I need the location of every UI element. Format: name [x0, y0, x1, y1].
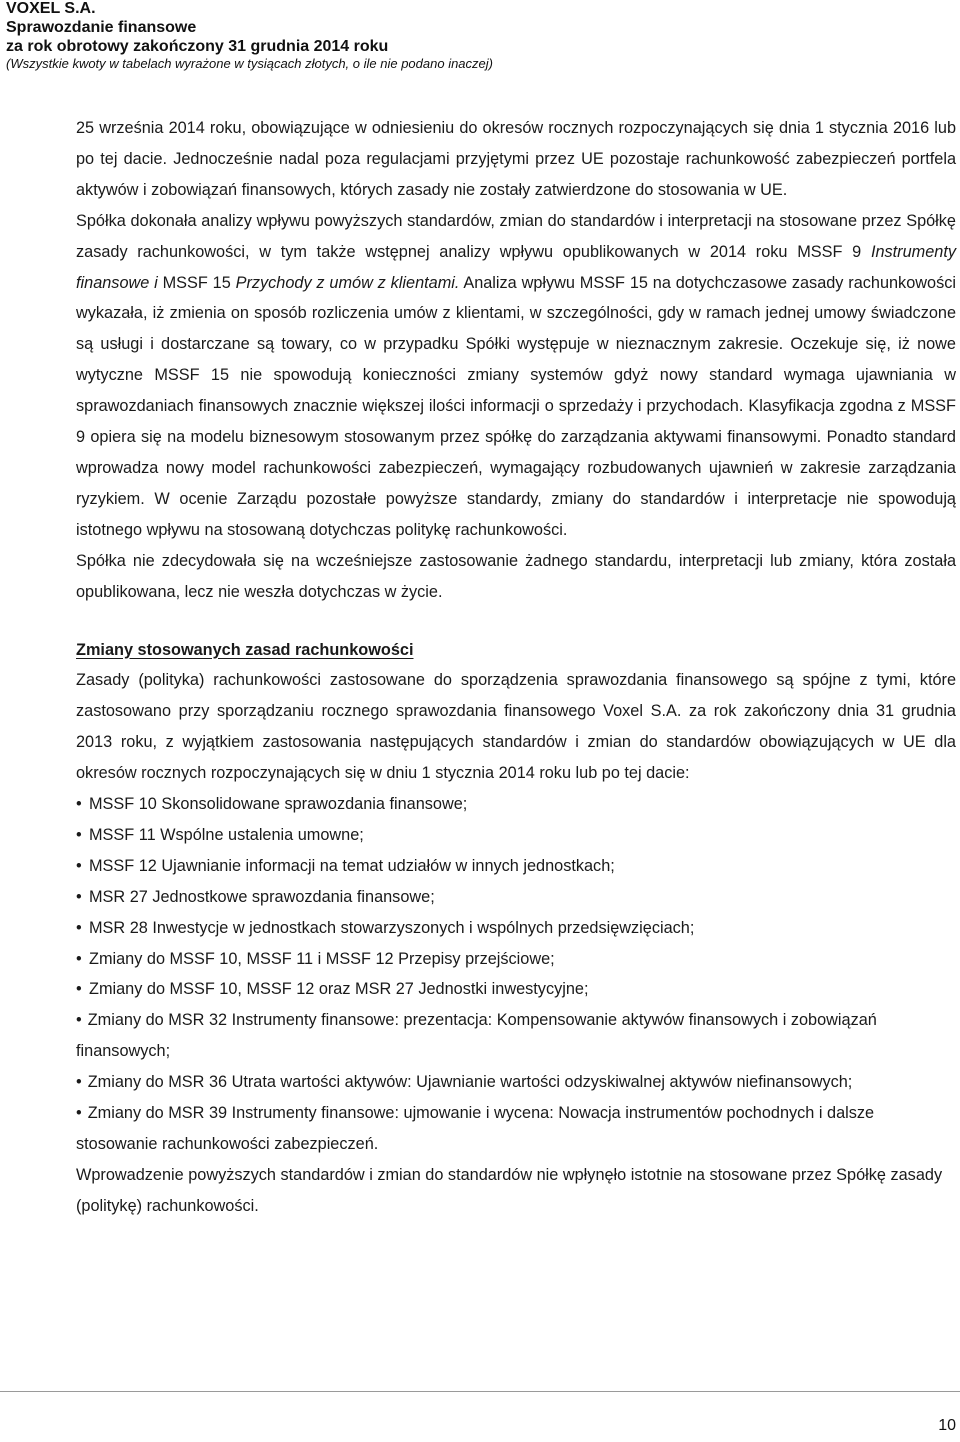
bullet-icon: • — [76, 887, 82, 906]
list-item: • MSR 28 Inwestycje w jednostkach stowarzyszonych i wspólnych przedsięwzięciach; — [76, 913, 956, 944]
bullet-icon: • — [76, 918, 82, 937]
section-heading: Zmiany stosowanych zasad rachunkowości — [76, 640, 414, 659]
bullet-icon: • — [76, 980, 82, 999]
page-header — [6, 0, 493, 72]
report-period: za rok obrotowy zakończony 31 grudnia 2014 roku — [6, 38, 389, 55]
section-closing: Wprowadzenie powyższych standardów i zmian do standardów nie wpłynęło istotnie na stosowane przez Spółkę zasady (politykę) rachunkowości. — [76, 1165, 943, 1215]
bullet-icon: • — [76, 1011, 82, 1030]
impact-text-c: Analiza wpływu MSSF 15 na dotychczasowe zasady rachunkowości wykazała, iż zmienia on sposób rozliczenia umów z klientami, w szczególności, gdy w ramach jednej umowy świadczone są usługi i dostarczane są towary, co w przypadku Spółki występuje w nieznacznym zakresie. Oczekuje się, iż nowe wytyczne MSSF 15 nie spowodują konieczności zmiany systemów gdyż nowy standard wymaga ujawniania w sprawozdaniach finansowych znacznie większej ilości informacji o sprzedaży i przychodach. Klasyfikacja zgodna z MSSF 9 opiera się na modelu biznesowym stosowanym przez spółkę do zarządzania aktywami finansowymi. Ponadto standard wprowadza nowy model rachunkowości zabezpieczeń, wymagający rozbudowanych ujawnień w zakresie zarządzania ryzykiem. W ocenie Zarządu pozostałe powyższe standardy, zmiany do standardów i interpretacje nie spowodują istotnego wpływu na stosowaną dotychczas politykę rachunkowości. — [76, 273, 956, 539]
bullet-icon: • — [76, 825, 82, 844]
standards-list — [76, 789, 956, 1160]
list-item: • MSSF 10 Skonsolidowane sprawozdania finansowe; — [76, 789, 956, 820]
list-item: • Zmiany do MSR 39 Instrumenty finansowe: ujmowanie i wycena: Nowacja instrumentów pochodnych i dalsze stosowanie rachunkowości zabezpieczeń. — [76, 1104, 875, 1153]
bullet-icon: • — [76, 856, 82, 875]
paragraph-early-adoption: Spółka nie zdecydowała się na wcześniejsze zastosowanie żadnego standardu, interpretacji lub zmiany, która została opublikowana, lecz nie weszła dotychczas w życie. — [76, 551, 956, 601]
bullet-icon: • — [76, 1104, 82, 1123]
list-item: • MSSF 11 Wspólne ustalenia umowne; — [76, 820, 956, 851]
bullet-icon: • — [76, 795, 82, 814]
list-item: • Zmiany do MSR 36 Utrata wartości aktywów: Ujawnianie wartości odzyskiwalnej aktywów niefinansowych; — [76, 1073, 853, 1092]
footer-divider — [0, 1391, 960, 1392]
bullet-icon: • — [76, 1073, 82, 1092]
company-name: VOXEL S.A. — [6, 0, 96, 17]
paragraph-standards-eu: 25 września 2014 roku, obowiązujące w odniesieniu do okresów rocznych rozpoczynających się dnia 1 stycznia 2016 lub po tej dacie. Jednocześnie nadal poza regulacjami przyjętymi przez UE pozostaje rachunkowość zabezpieczeń portfela aktywów i zobowiązań finansowych, których zasady nie zostały zatwierdzone do stosowania w UE. — [76, 119, 956, 199]
list-item: • MSSF 12 Ujawnianie informacji na temat udziałów w innych jednostkach; — [76, 851, 956, 882]
paragraph-impact-analysis — [76, 206, 956, 546]
list-item: • Zmiany do MSSF 10, MSSF 12 oraz MSR 27 Jednostki inwestycyjne; — [76, 974, 956, 1005]
section-gap — [76, 608, 956, 635]
amounts-note: (Wszystkie kwoty w tabelach wyrażone w tysiącach złotych, o ile nie podano inaczej) — [6, 56, 493, 71]
list-item: • MSR 27 Jednostkowe sprawozdania finansowe; — [76, 882, 956, 913]
page-number: 10 — [938, 1417, 956, 1434]
impact-emphasis-ifrs9: Instrumenty finansowe i — [76, 242, 956, 292]
list-item: • Zmiany do MSSF 10, MSSF 11 i MSSF 12 Przepisy przejściowe; — [76, 944, 956, 975]
report-title: Sprawozdanie finansowe — [6, 19, 197, 36]
list-item: • Zmiany do MSR 32 Instrumenty finansowe: prezentacja: Kompensowanie aktywów finansowych i zobowiązań finansowych; — [76, 1011, 877, 1061]
impact-text-b: MSSF 15 — [157, 273, 236, 292]
impact-text-a: Spółka dokonała analizy wpływu powyższych standardów, zmian do standardów i interpretacji na stosowane przez Spółkę zasady rachunkowości, w tym także wstępnej analizy wpływu opublikowanych w 2014 roku MSSF 9 — [76, 211, 956, 261]
document-body — [76, 113, 956, 1222]
impact-emphasis-ifrs15: Przychody z umów z klientami. — [235, 273, 460, 292]
bullet-icon: • — [76, 949, 82, 968]
section-intro: Zasady (polityka) rachunkowości zastosowane do sporządzenia sprawozdania finansowego są spójne z tymi, które zastosowano przy sporządzaniu rocznego sprawozdania finansowego Voxel S.A. za rok zakończony dnia 31 grudnia 2013 roku, z wyjątkiem zastosowania następujących standardów i zmian do standardów obowiązujących w UE dla okresów rocznych rozpoczynających się w dniu 1 stycznia 2014 roku lub po tej dacie: — [76, 671, 956, 783]
